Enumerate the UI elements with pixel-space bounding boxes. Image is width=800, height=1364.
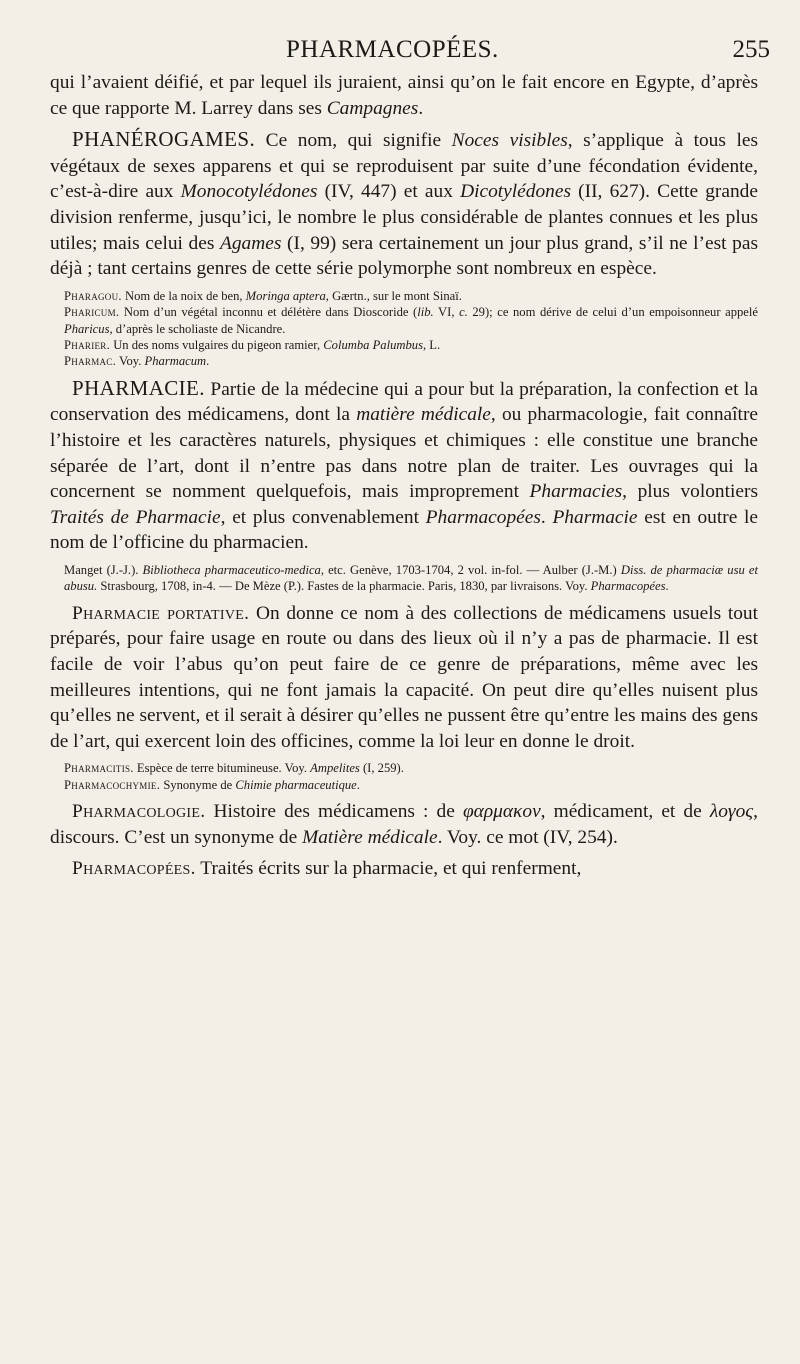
text-run: , L. bbox=[422, 337, 441, 352]
note-headword: Pharicum. bbox=[64, 305, 120, 320]
text-run: est en outre le nom de l’officine du pharmacien. bbox=[50, 506, 758, 554]
text-run: Voy. bbox=[116, 354, 145, 369]
entry-pharmacologie bbox=[50, 799, 758, 850]
italic-run: Chimie pharmaceutique bbox=[235, 777, 357, 792]
text-run: Nom d’un végétal inconnu et délétère dans Dioscoride ( bbox=[119, 305, 418, 320]
italic-run: Moringa aptera bbox=[245, 288, 326, 303]
entry-pharmacopees bbox=[50, 856, 758, 882]
small-notes-block-2 bbox=[64, 760, 758, 793]
text-run: , discours. C’est un synonyme de bbox=[50, 801, 759, 848]
text-run: . bbox=[665, 579, 669, 594]
text-run: (I, 99) sera certainement un jour plus grand, s’il ne l’est pas déjà ; tant certains genres de cette série polymorphe sont nombreux en espèce. bbox=[50, 232, 758, 280]
small-notes-block-1 bbox=[64, 288, 758, 370]
note-headword: Pharmacitis. bbox=[64, 761, 134, 776]
greek-word: φαρμακον bbox=[462, 801, 541, 823]
italic-run: Dicotylédones bbox=[460, 181, 571, 203]
text-run: , ou pharmacologie, fait connaître l’histoire et les caractères naturels, physiques et chimiques : elle constitue une branche séparée de l’art, dont il n’entre pas dans notre plan de traiter. Les ouvrages qui la concernent se nomment quelquefois, mais improprement bbox=[50, 404, 759, 503]
text-run: Strasbourg, 1708, in-4. — De Mèze (P.). Fastes de la pharmacie. Paris, 1830, par livraisons. Voy. bbox=[97, 579, 591, 594]
text-run: (II, 627). Cette grande division renferme, jusqu’ici, le nombre le plus considérable de plantes connues et les plus utiles; mais celui des bbox=[50, 181, 758, 254]
italic-run: Agames bbox=[220, 232, 282, 254]
text-run: Espèce de terre bitumineuse. Voy. bbox=[133, 761, 311, 776]
text-run: Nom de la noix de ben, bbox=[121, 288, 246, 303]
greek-word: λογος bbox=[709, 801, 754, 823]
text-run: . bbox=[356, 777, 360, 792]
text-run: , médicament, et de bbox=[540, 801, 710, 823]
note-pharier bbox=[64, 337, 758, 353]
note-headword: Pharagou. bbox=[64, 288, 122, 303]
italic-run: lib. bbox=[417, 305, 434, 320]
note-headword: Pharmacochymie. bbox=[64, 777, 161, 792]
italic-run: c. bbox=[459, 305, 468, 320]
entry-phanerogames bbox=[50, 127, 758, 282]
text-run: . bbox=[206, 354, 210, 369]
italic-run: Pharmacopées bbox=[425, 506, 541, 528]
italic-run: Pharicus bbox=[64, 321, 110, 336]
italic-run: Monocotylédones bbox=[180, 181, 318, 203]
italic-run: Pharmacopées bbox=[590, 579, 666, 594]
text-run: Ce nom, qui signifie bbox=[255, 130, 452, 152]
bibliography-pharmacie bbox=[64, 562, 758, 595]
text-run: , et plus convenablement bbox=[220, 506, 426, 528]
note-pharagou bbox=[64, 288, 758, 304]
text-run: . bbox=[418, 97, 424, 119]
text-run: Partie de la médecine qui a pour but la préparation, la confection et la conservation des médicamens, dont la bbox=[50, 378, 758, 426]
note-headword: Pharier. bbox=[64, 337, 111, 352]
italic-run: Pharmacum bbox=[144, 354, 207, 369]
note-headword: Pharmac. bbox=[64, 354, 117, 369]
text-run: , etc. Genève, 1703-1704, 2 vol. in-fol. — Aulber (J.-M.) bbox=[320, 562, 621, 577]
page-header bbox=[0, 36, 800, 72]
text-run: 29); ce nom dérive de celui d’un empoisonneur appelé bbox=[467, 305, 758, 320]
entry-pharmacie-portative bbox=[50, 601, 758, 755]
text-run: Un des noms vulgaires du pigeon ramier, bbox=[110, 337, 324, 352]
text-run: (IV, 447) et aux bbox=[317, 181, 461, 203]
entry-headword: Pharmacie portative. bbox=[72, 602, 250, 624]
text-run: . bbox=[540, 506, 553, 528]
italic-run: Pharmacie bbox=[552, 506, 638, 528]
text-run: On donne ce nom à des collections de médicamens usuels tout préparés, pour faire usage en route ou dans des lieux où il n’y a pas de pharmacie. Il est facile de voir l’abus qu’on peut faire de ce genre de préparations, même avec les meilleures intentions, qui ne font jamais la capacité. On peut dire qu’elles nuisent plus qu’elles ne servent, et il serait à désirer qu’elles ne pussent être qu’entre les mains des gens de l’art, qui exercent loin des officines, comme la loi leur en donne le droit. bbox=[50, 602, 758, 752]
note-pharmacochymie bbox=[64, 777, 758, 793]
text-run: Histoire des médicamens : de bbox=[205, 801, 463, 823]
text-run: , Gærtn., sur le mont Sinaï. bbox=[325, 288, 462, 303]
italic-run: Diss. de pharmaciæ usu et abusu. bbox=[64, 562, 759, 594]
entry-headword: PHARMACIE. bbox=[72, 375, 205, 400]
italic-run: Bibliotheca pharmaceutico-medica bbox=[142, 562, 321, 577]
page-body bbox=[50, 70, 758, 882]
entry-pharmacie bbox=[50, 376, 758, 556]
text-run: , d’après le scholiaste de Nicandre. bbox=[109, 321, 286, 336]
bibliography-block bbox=[64, 562, 758, 595]
italic-run: Traités de Pharmacie bbox=[50, 506, 221, 528]
running-title: PHARMACOPÉES. bbox=[286, 36, 499, 63]
text-run: (I, 259). bbox=[359, 761, 404, 776]
italic-run: Campagnes bbox=[326, 97, 419, 119]
note-pharmacitis bbox=[64, 760, 758, 776]
italic-run: Noces visibles bbox=[451, 130, 568, 152]
italic-run: Matière médicale bbox=[302, 826, 438, 848]
entry-headword: Pharmacologie. bbox=[72, 801, 206, 823]
italic-run: Pharmacies bbox=[529, 481, 623, 503]
italic-run: matière médicale bbox=[356, 404, 491, 426]
intro-continuation-paragraph bbox=[50, 70, 758, 121]
text-run: qui l’avaient déifié, et par lequel ils juraient, ainsi qu’on le fait encore en Egypte, d’après ce que rapporte M. Larrey dans ses bbox=[50, 72, 758, 119]
italic-run: Columba Palumbus bbox=[323, 337, 423, 352]
italic-run: Ampelites bbox=[310, 761, 360, 776]
note-pharmac bbox=[64, 353, 758, 369]
entry-headword: PHANÉROGAMES. bbox=[72, 127, 256, 152]
text-run: Synonyme de bbox=[160, 777, 236, 792]
text-run: , plus volontiers bbox=[622, 481, 758, 503]
note-pharicum bbox=[64, 304, 758, 337]
text-run: Manget (J.-J.). bbox=[64, 562, 143, 577]
text-run: . Voy. ce mot (IV, 254). bbox=[437, 826, 618, 848]
text-run: , s’applique à tous les végétaux de sexes apparens et qui se reproduisent par suite d’une fécondation évidente, c’est-à-dire aux bbox=[50, 130, 758, 203]
entry-headword: Pharmacopées. bbox=[72, 858, 196, 880]
text-run: VI, bbox=[433, 305, 460, 320]
page-number: 255 bbox=[732, 36, 770, 63]
text-run: Traités écrits sur la pharmacie, et qui renferment, bbox=[195, 858, 582, 880]
